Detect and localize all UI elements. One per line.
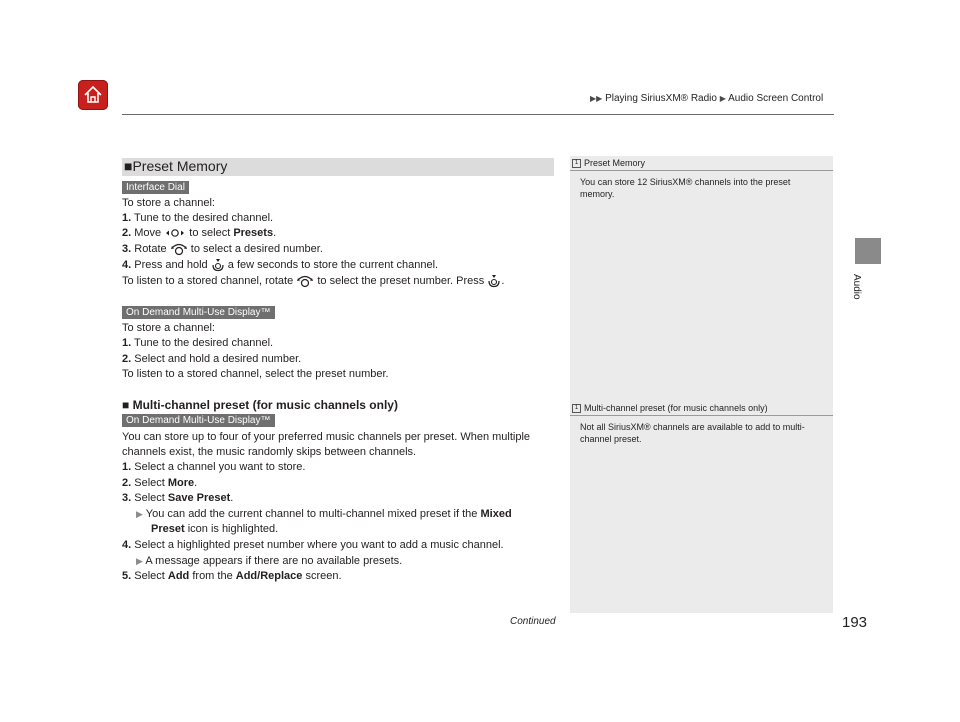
instruction-substep: ▶ You can add the current channel to multi-channel mixed preset if the Mixed — [136, 508, 512, 520]
instruction-step: 2. Select More. — [122, 477, 198, 489]
notes-column — [570, 156, 833, 613]
breadcrumb — [590, 93, 823, 104]
instruction-intro: To store a channel: — [122, 322, 215, 334]
home-icon — [82, 84, 104, 106]
press-dial-icon — [487, 274, 501, 288]
instruction-step: 4. Press and hold a few seconds to store the current channel. — [122, 258, 439, 271]
chapter-tab-text: Audio — [851, 274, 862, 300]
note-title: 1 Multi-channel preset (for music channels only) — [572, 403, 768, 413]
chapter-tab-marker[interactable] — [855, 238, 881, 264]
continued-label: Continued — [510, 616, 556, 627]
subsection-title: ■ Multi-channel preset (for music channels only) — [122, 398, 398, 412]
rotate-dial-icon — [296, 274, 314, 288]
paragraph-line: channels exist, the music randomly skips between channels. — [122, 446, 417, 458]
note-title: 1 Preset Memory — [572, 158, 645, 168]
paragraph-line: You can store up to four of your preferred music channels per preset. When multiple — [122, 431, 531, 443]
instruction-step: 1. Tune to the desired channel. — [122, 337, 274, 349]
result-arrow-icon: ▶ — [136, 556, 143, 566]
note-divider — [570, 415, 833, 416]
listen-instruction: To listen to a stored channel, rotate to select the preset number. Press . — [122, 274, 505, 287]
section-title: ■Preset Memory — [124, 158, 228, 174]
page-number: 193 — [842, 614, 868, 631]
note-marker-icon: 1 — [572, 404, 581, 413]
instruction-step: 3. Rotate to select a desired number. — [122, 242, 323, 255]
note-marker-icon: 1 — [572, 159, 581, 168]
tag-odmd: On Demand Multi-Use Display™ — [122, 306, 275, 319]
instruction-intro: To store a channel: — [122, 197, 215, 209]
instruction-step: 1. Select a channel you want to store. — [122, 461, 306, 473]
instruction-step: 4. Select a highlighted preset number where you want to add a music channel. — [122, 539, 504, 551]
instruction-step: 3. Select Save Preset. — [122, 492, 234, 504]
move-dial-icon — [164, 227, 186, 239]
instruction-step: 2. Select and hold a desired number. — [122, 353, 302, 365]
breadcrumb-item[interactable]: Audio Screen Control — [728, 93, 824, 104]
home-button[interactable] — [78, 80, 108, 110]
section-bullet-icon: ■ — [124, 158, 133, 174]
breadcrumb-arrow-icon: ▶ — [719, 94, 726, 103]
chapter-tab-label — [848, 266, 888, 306]
rotate-dial-icon — [170, 242, 188, 256]
tag-odmd: On Demand Multi-Use Display™ — [122, 414, 275, 427]
instruction-substep: ▶ A message appears if there are no available presets. — [136, 555, 403, 567]
tag-interface-dial: Interface Dial — [122, 181, 189, 194]
header-divider — [122, 114, 834, 115]
note-divider — [570, 170, 833, 171]
instruction-step: 2. Move to select Presets. — [122, 227, 277, 239]
listen-instruction: To listen to a stored channel, select the preset number. — [122, 368, 389, 380]
note-body: You can store 12 SiriusXM® channels into the preset memory. — [580, 177, 791, 199]
breadcrumb-item[interactable]: Playing SiriusXM® Radio — [605, 93, 717, 104]
instruction-step: 5. Select Add from the Add/Replace screen. — [122, 570, 342, 582]
note-body: Not all SiriusXM® channels are available to add to multi-channel preset. — [580, 422, 805, 444]
instruction-substep: Preset icon is highlighted. — [151, 523, 279, 535]
breadcrumb-arrow-icon: ▶▶ — [590, 94, 603, 103]
press-dial-icon — [211, 258, 225, 272]
instruction-step: 1. Tune to the desired channel. — [122, 212, 274, 224]
result-arrow-icon: ▶ — [136, 509, 143, 519]
subsection-bullet-icon: ■ — [122, 398, 130, 412]
